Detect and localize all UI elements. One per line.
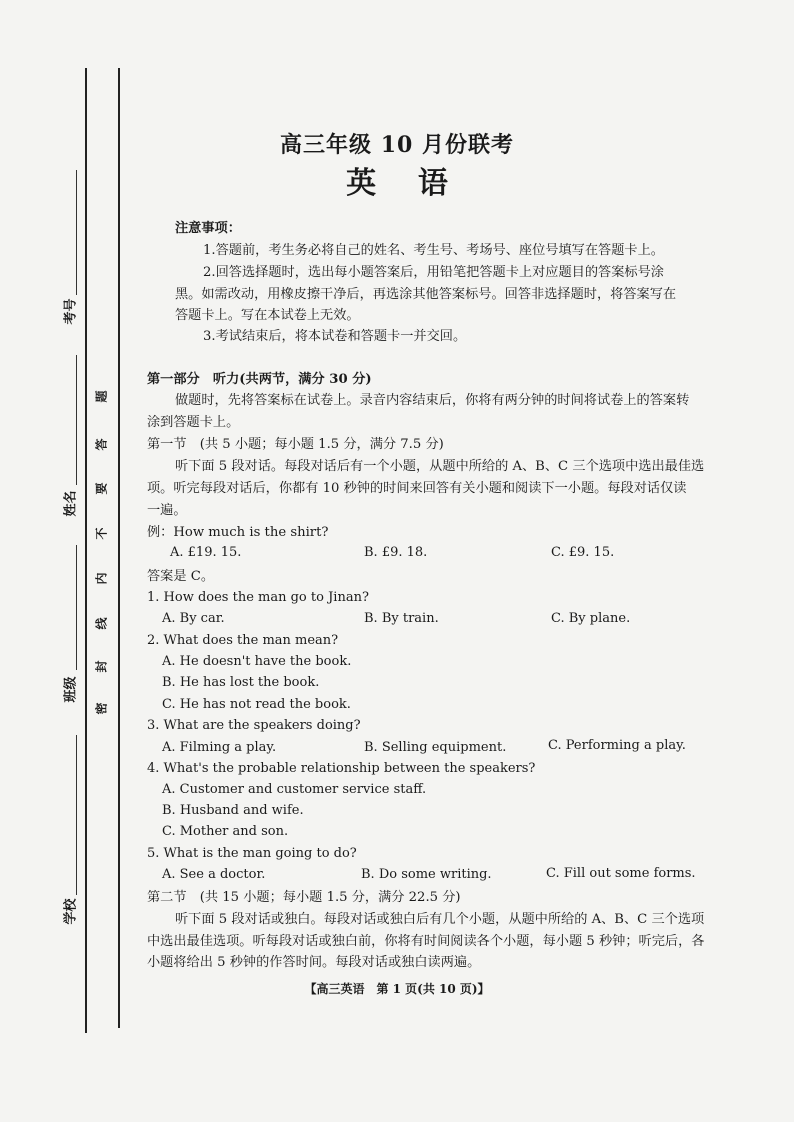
seal-char: 封 [94,660,109,673]
option-b: B. He has lost the book. [162,675,320,690]
option-a: A. He doesn't have the book. [162,654,352,669]
seal-char: 内 [94,572,109,585]
option-a: A. Filming a play. [162,740,277,755]
binding-line-right [118,68,120,1028]
label-name: 姓名 [63,490,79,517]
blank-school [76,735,77,895]
blank-class [76,545,77,670]
exam-title: 高三年级 10 月份联考 [280,132,514,158]
blank-name [76,355,77,485]
part1-heading: 第一部分 听力(共两节，满分 30 分) [147,372,372,387]
section1-instructions: 一遍。 [147,503,187,518]
option-c: C. Fill out some forms. [546,866,696,881]
option-c: C. He has not read the book. [162,697,351,712]
seal-char: 要 [94,482,109,495]
option-a: A. By car. [162,611,225,626]
part1-intro: 做题时，先将答案标在试卷上。录音内容结束后，你将有两分钟的时间将试卷上的答案转 [175,393,690,408]
example-option-a: A. £19. 15. [170,545,242,560]
section1-instructions: 项。听完每段对话后，你都有 10 秒钟的时间来回答有关小题和阅读下一小题。每段对话仅读 [147,481,687,496]
question-stem: 2. What does the man mean? [147,633,339,648]
question-stem: 3. What are the speakers doing? [147,718,361,733]
seal-char: 线 [94,617,109,630]
question-stem: 4. What's the probable relationship between the speakers? [147,761,536,776]
section2-heading: 第二节 (共 15 小题；每小题 1.5 分，满分 22.5 分) [147,890,461,905]
option-b: B. Do some writing. [361,867,492,882]
question-stem: 1. How does the man go to Jinan? [147,590,369,605]
notes-item-2: 黑。如需改动，用橡皮擦干净后，再选涂其他答案标号。回答非选择题时，将答案写在 [175,287,677,302]
notes-item-2: 答题卡上。写在本试卷上无效。 [175,308,360,323]
option-a: A. Customer and customer service staff. [162,782,427,797]
example-answer: 答案是 C。 [147,569,215,584]
label-school: 学校 [63,898,79,925]
page-footer: 【高三英语 第 1 页(共 10 页)】 [304,982,490,996]
seal-char: 密 [94,702,109,715]
label-exam-number: 考号 [63,298,79,325]
section2-instructions: 听下面 5 段对话或独白。每段对话或独白后有几个小题，从题中所给的 A、B、C 三个选项 [175,912,705,927]
notes-item-2: 2.回答选择题时，选出每小题答案后，用铅笔把答题卡上对应题目的答案标号涂 [203,265,664,280]
notes-heading: 注意事项： [175,221,241,236]
question-stem: 5. What is the man going to do? [147,846,357,861]
option-b: B. By train. [364,611,439,626]
notes-item-3: 3.考试结束后，将本试卷和答题卡一并交回。 [203,329,467,344]
option-b: B. Selling equipment. [364,740,507,755]
option-b: B. Husband and wife. [162,803,304,818]
seal-char: 不 [94,527,109,540]
option-c: C. Performing a play. [548,738,686,753]
section1-heading: 第一节 (共 5 小题；每小题 1.5 分，满分 7.5 分) [147,437,444,452]
part1-intro: 涂到答题卡上。 [147,415,240,430]
section1-instructions: 听下面 5 段对话。每段对话后有一个小题，从题中所给的 A、B、C 三个选项中选出最佳选 [175,459,705,474]
notes-item-1: 1.答题前，考生务必将自己的姓名、考生号、考场号、座位号填写在答题卡上。 [203,243,664,258]
seal-char: 题 [94,390,109,403]
section2-instructions: 小题将给出 5 秒钟的作答时间。每段对话或独白读两遍。 [147,955,481,970]
subject-title: 英 语 [346,166,448,201]
section2-instructions: 中选出最佳选项。听每段对话或独白前，你将有时间阅读各个小题，每小题 5 秒钟；听完后，各 [147,934,705,949]
seal-char: 答 [94,438,109,451]
example-option-b: B. £9. 18. [364,545,428,560]
option-c: C. By plane. [551,611,631,626]
option-a: A. See a doctor. [162,867,266,882]
option-c: C. Mother and son. [162,824,289,839]
example-option-c: C. £9. 15. [551,545,615,560]
example-question: 例：How much is the shirt? [147,525,329,540]
binding-line-left [85,68,87,1033]
label-class: 班级 [63,676,79,703]
